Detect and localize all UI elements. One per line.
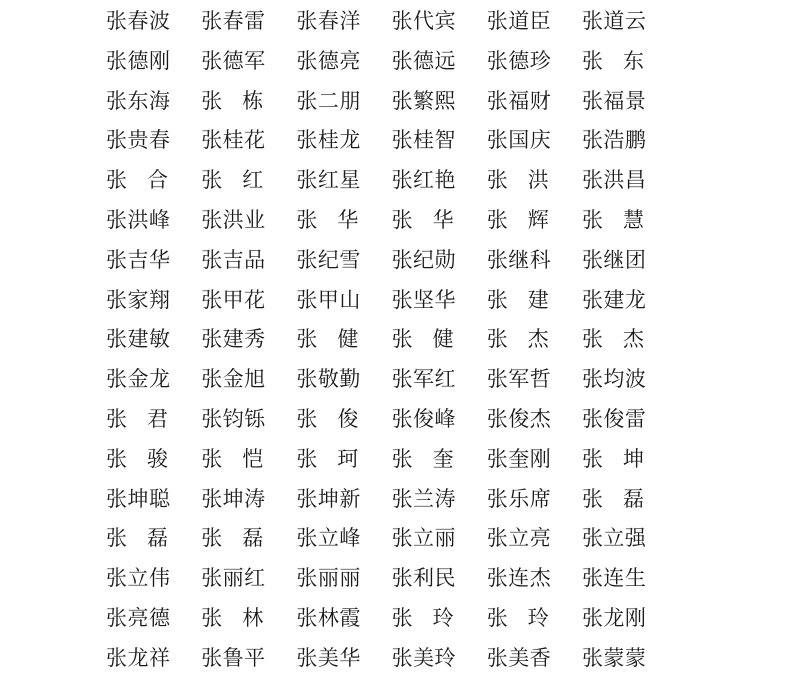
name-entry: 张 林	[201, 605, 264, 630]
name-entry: 张德珍	[486, 48, 552, 73]
name-entry: 张 珂	[296, 446, 359, 471]
name-entry: 张坤新	[296, 486, 361, 511]
name-entry: 张美玲	[391, 645, 457, 670]
name-entry: 张德军	[201, 48, 266, 73]
name-entry: 张丽丽	[296, 566, 361, 591]
name-entry: 张德刚	[106, 48, 171, 73]
name-entry: 张龙刚	[581, 605, 647, 630]
name-entry: 张道臣	[486, 9, 552, 33]
name-entry: 张钧铄	[201, 406, 266, 431]
name-entry: 张 恺	[201, 446, 264, 471]
name-entry: 张东海	[106, 88, 171, 113]
name-entry: 张俊杰	[486, 406, 552, 431]
name-entry: 张美香	[486, 645, 552, 670]
name-entry: 张红星	[296, 168, 361, 193]
name-entry: 张军哲	[486, 367, 552, 392]
name-entry: 张建秀	[201, 327, 266, 352]
name-entry: 张 辉	[486, 207, 549, 232]
name-entry: 张亮德	[106, 605, 171, 630]
name-entry: 张桂花	[201, 128, 266, 153]
name-entry: 张均波	[581, 367, 647, 392]
name-entry: 张 栋	[201, 88, 264, 113]
name-entry: 张 健	[296, 327, 359, 352]
name-entry: 张美华	[296, 645, 361, 670]
name-entry: 张纪雪	[296, 247, 361, 272]
name-entry: 张立丽	[391, 526, 457, 551]
name-entry: 张纪勋	[391, 247, 457, 272]
name-entry: 张坤涛	[201, 486, 266, 511]
name-entry: 张德亮	[296, 48, 361, 73]
name-entry: 张吉华	[106, 247, 171, 272]
name-entry: 张洪昌	[581, 168, 647, 193]
name-entry: 张 俊	[296, 406, 359, 431]
name-entry: 张继科	[486, 247, 552, 272]
name-entry: 张立强	[581, 526, 647, 551]
name-entry: 张俊峰	[391, 406, 457, 431]
name-entry: 张道云	[581, 9, 647, 33]
name-entry: 张代宾	[391, 9, 457, 33]
name-entry: 张 杰	[486, 327, 549, 352]
name-entry: 张甲山	[296, 287, 361, 312]
name-entry: 张 杰	[581, 327, 644, 352]
name-entry: 张俊雷	[581, 406, 647, 431]
name-entry: 张坚华	[391, 287, 457, 312]
name-entry: 张建敏	[106, 327, 171, 352]
name-grid	[106, 2, 677, 679]
name-entry: 张蒙蒙	[581, 645, 647, 670]
name-entry: 张林霞	[296, 605, 361, 630]
name-entry: 张 华	[391, 207, 454, 232]
name-entry: 张国庆	[486, 128, 552, 153]
name-entry: 张立峰	[296, 526, 361, 551]
name-entry: 张福景	[581, 88, 647, 113]
name-entry: 张 磊	[106, 526, 168, 551]
name-entry: 张 东	[581, 48, 644, 73]
name-entry: 张 慧	[581, 207, 644, 232]
name-entry: 张连杰	[486, 566, 552, 591]
name-entry: 张丽红	[201, 566, 266, 591]
name-entry: 张 玲	[486, 605, 549, 630]
name-entry: 张福财	[486, 88, 552, 113]
name-entry: 张桂龙	[296, 128, 361, 153]
name-entry: 张德远	[391, 48, 457, 73]
name-entry: 张 健	[391, 327, 454, 352]
name-entry: 张 磊	[581, 486, 644, 511]
name-entry: 张金旭	[201, 367, 266, 392]
name-entry: 张坤聪	[106, 486, 171, 511]
name-entry: 张浩鹏	[581, 128, 647, 153]
name-entry: 张春雷	[201, 9, 266, 33]
name-entry: 张奎刚	[486, 446, 552, 471]
name-entry: 张繁熙	[391, 88, 457, 113]
name-entry: 张 红	[201, 168, 264, 193]
name-entry: 张 骏	[106, 446, 168, 471]
name-entry: 张立伟	[106, 566, 171, 591]
name-entry: 张 合	[106, 168, 168, 193]
name-entry: 张洪业	[201, 207, 266, 232]
name-entry: 张 磊	[201, 526, 264, 551]
name-entry: 张二朋	[296, 88, 361, 113]
name-entry: 张兰涛	[391, 486, 457, 511]
name-entry: 张甲花	[201, 287, 266, 312]
name-entry: 张敬勤	[296, 367, 361, 392]
name-entry: 张金龙	[106, 367, 171, 392]
name-entry: 张军红	[391, 367, 457, 392]
name-entry: 张红艳	[391, 168, 457, 193]
name-entry: 张 华	[296, 207, 359, 232]
name-entry: 张连生	[581, 566, 647, 591]
name-entry: 张 坤	[581, 446, 644, 471]
name-entry: 张 洪	[486, 168, 549, 193]
name-entry: 张 玲	[391, 605, 454, 630]
name-entry: 张继团	[581, 247, 647, 272]
name-entry: 张桂智	[391, 128, 457, 153]
name-entry: 张洪峰	[106, 207, 171, 232]
name-entry: 张家翔	[106, 287, 171, 312]
name-entry: 张春波	[106, 9, 171, 33]
name-entry: 张乐席	[486, 486, 552, 511]
name-entry: 张 君	[106, 406, 168, 431]
name-entry: 张立亮	[486, 526, 552, 551]
name-entry: 张吉品	[201, 247, 266, 272]
name-entry: 张贵春	[106, 128, 171, 153]
name-entry: 张龙祥	[106, 645, 171, 670]
name-entry: 张 奎	[391, 446, 454, 471]
name-entry: 张春洋	[296, 9, 361, 33]
name-entry: 张鲁平	[201, 645, 266, 670]
name-entry: 张 建	[486, 287, 549, 312]
name-entry: 张利民	[391, 566, 457, 591]
name-entry: 张建龙	[581, 287, 647, 312]
